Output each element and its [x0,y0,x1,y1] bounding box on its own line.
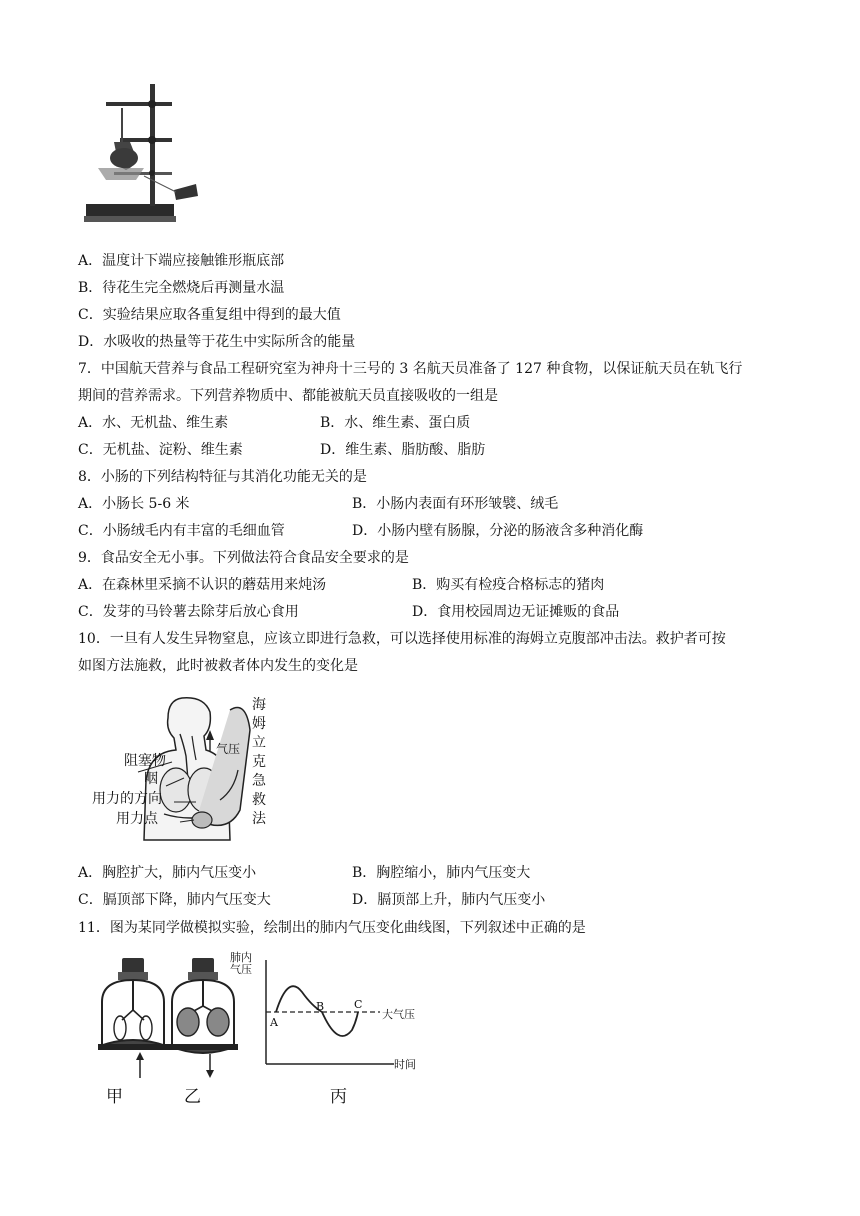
q11-label-yi: 乙 [184,1087,201,1107]
q7-option-d: D．维生素、脂肪酸、脂肪 [320,442,486,458]
q11-label-jia: 甲 [106,1087,123,1107]
q10-option-b: B．胸腔缩小，肺内气压变大 [352,865,531,881]
heimlich-maneuver-figure [80,690,280,848]
q10-option-c: C．膈顶部下降，肺内气压变大 [78,892,271,908]
q7-stem-line1: 7．中国航天营养与食品工程研究室为神舟十三号的 3 名航天员准备了 127 种食物，以保证航天员在轨飞行 [78,361,743,377]
q6-option-b: B．待花生完全燃烧后再测量水温 [78,280,285,296]
q10-label-force-point: 用力点 [116,811,158,827]
q11-label-point-b: B [316,1000,325,1013]
q11-label-atmospheric: 大气压 [382,1008,415,1021]
q10-label-vertical-title: 海姆立克急救法 [252,697,266,827]
q11-label-point-c: C [354,998,363,1011]
q10-option-a: A．胸腔扩大，肺内气压变小 [78,865,257,881]
q10-label-force-direction: 用力的方向 [92,791,162,807]
q7-option-b: B．水、维生素、蛋白质 [320,415,471,431]
q9-option-b: B．购买有检疫合格标志的猪肉 [412,577,605,593]
q11-stem: 11．图为某同学做模拟实验，绘制出的肺内气压变化曲线图，下列叙述中正确的是 [78,920,586,936]
q10-stem-line1: 10．一旦有人发生异物窒息，应该立即进行急救，可以选择使用标准的海姆立克腹部冲击法。救护者可按 [78,631,726,647]
q11-label-point-a: A [270,1016,278,1029]
q6-option-c: C．实验结果应取各重复组中得到的最大值 [78,307,341,323]
q10-stem-line2: 如图方法施救，此时被救者体内发生的变化是 [78,658,358,674]
q11-label-x-axis: 时间 [394,1058,416,1071]
q8-option-d: D．小肠内壁有肠腺，分泌的肠液含多种消化酶 [352,523,644,539]
q8-stem: 8．小肠的下列结构特征与其消化功能无关的是 [78,469,367,485]
lung-model-figure [90,950,430,1110]
q7-stem-line2: 期间的营养需求。下列营养物质中、都能被航天员直接吸收的一组是 [78,388,498,404]
q9-option-c: C．发芽的马铃薯去除芽后放心食用 [78,604,299,620]
q10-label-obstruction: 阻塞物 [124,753,166,769]
q8-option-c: C．小肠绒毛内有丰富的毛细血管 [78,523,285,539]
q8-option-a: A．小肠长 5-6 米 [78,496,190,512]
q10-option-d: D．膈顶部上升，肺内气压变小 [352,892,546,908]
q6-option-a: A．温度计下端应接触锥形瓶底部 [78,253,285,269]
q11-label-bing: 丙 [330,1087,347,1107]
q8-option-b: B．小肠内表面有环形皱襞、绒毛 [352,496,559,512]
q10-label-throat: 咽 [144,771,158,787]
peanut-combustion-apparatus-figure [84,80,204,228]
q9-option-a: A．在森林里采摘不认识的蘑菇用来炖汤 [78,577,327,593]
q7-option-c: C．无机盐、淀粉、维生素 [78,442,243,458]
q11-label-y-axis: 肺内气压 [230,951,252,976]
q6-option-d: D．水吸收的热量等于花生中实际所含的能量 [78,334,356,350]
q9-stem: 9．食品安全无小事。下列做法符合食品安全要求的是 [78,550,409,566]
q10-label-pressure: 气压 [216,742,241,756]
q7-option-a: A．水、无机盐、维生素 [78,415,229,431]
q9-option-d: D．食用校园周边无证摊贩的食品 [412,604,620,620]
bell-jar-yi [168,958,238,1078]
pressure-curve-bing [266,960,394,1064]
bell-jar-jia [98,958,168,1078]
